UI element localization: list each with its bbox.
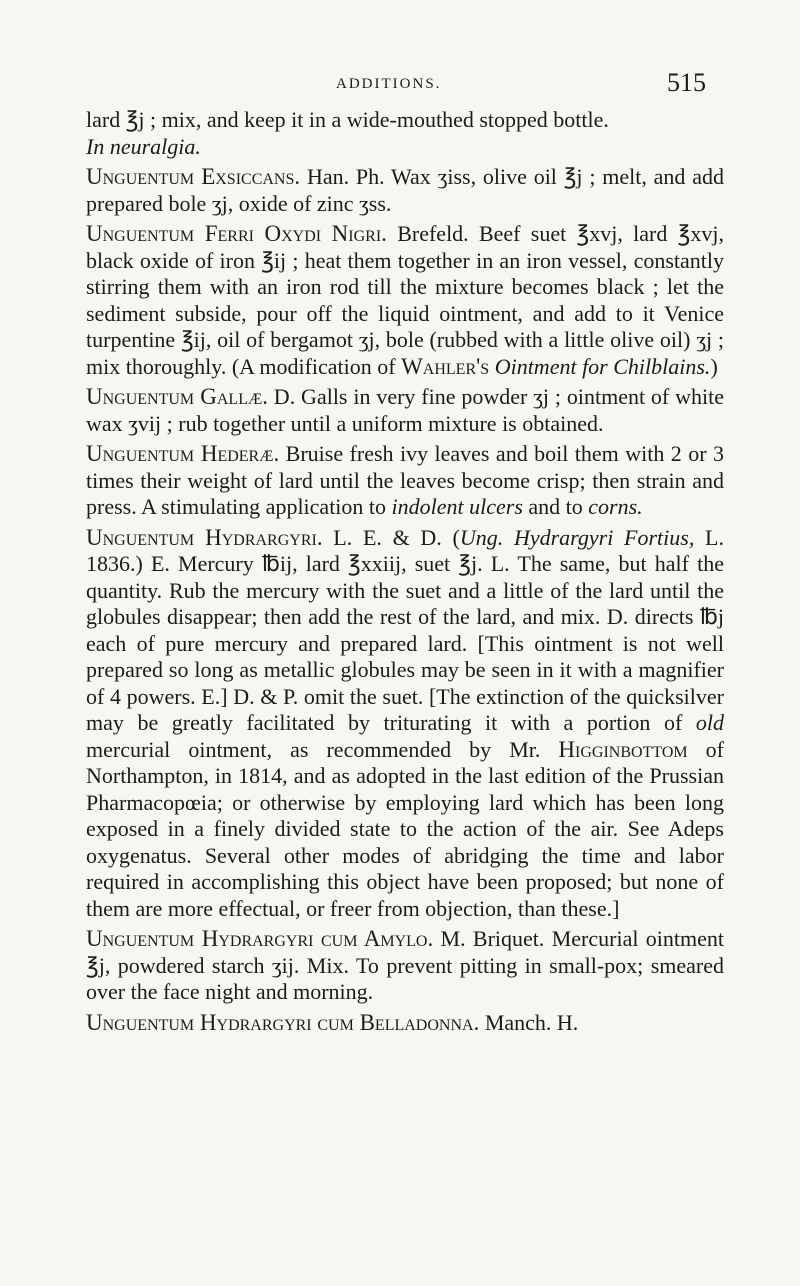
continuation-text: lard ℥j ; mix, and keep it in a wide-mouthed stopped bottle. bbox=[86, 107, 609, 132]
continuation-paragraph bbox=[86, 107, 724, 160]
entry-heading: Unguentum Hydrargyri cum Belladonna. bbox=[86, 1009, 480, 1035]
entry-italic: indolent ulcers bbox=[391, 494, 523, 519]
entry-heading: Unguentum Ferri Oxydi Nigri. bbox=[86, 221, 387, 246]
entry-heading: Unguentum Hederæ. bbox=[86, 441, 280, 466]
entry-heading: Unguentum Hydrargyri. bbox=[86, 524, 323, 550]
author-name: Higginbottom bbox=[558, 736, 688, 762]
entry-unguentum-hederae bbox=[86, 441, 724, 521]
entry-heading: Unguentum Gallæ. bbox=[86, 384, 268, 409]
entry-italic: old bbox=[695, 710, 724, 735]
entry-unguentum-ferri-oxydi-nigri bbox=[86, 221, 724, 380]
page-header bbox=[0, 68, 800, 108]
entry-body: D. Galls in very fine powder ʒj ; ointment of white wax ʒvij ; rub together until a uniform mixture is obtained. bbox=[86, 384, 724, 436]
entry-body: Han. Ph. Wax ʒiss, olive oil ℥j ; melt, and add prepared bole ʒj, oxide of zinc ʒss. bbox=[86, 164, 724, 216]
entry-italic: Ung. Hydrargyri Fortius, bbox=[459, 524, 695, 550]
entry-unguentum-hydrargyri bbox=[86, 525, 724, 923]
entry-heading: Unguentum Hydrargyri cum Amylo. bbox=[86, 926, 434, 951]
entry-heading: Unguentum Exsiccans. bbox=[86, 164, 301, 189]
entry-body: L. 1836.) E. Mercury ℔ij, lard ℥xxiij, suet ℥j. L. The same, but half the quantity. Rub the mercury with the suet and a little of the lard until the globules disappear; then add the rest of the lard, and mix. D. directs ℔j each of pure mercury and prepared lard. [This ointment is not well prepared so long as metallic globules may be seen in it with a magnifier of 4 powers. E.] D. & P. omit the suet. [The extinction of the quicksilver may be greatly facilitated by triturating it with a portion of bbox=[86, 524, 724, 735]
author-name: Wahler's bbox=[401, 353, 490, 379]
entry-unguentum-exsiccans bbox=[86, 164, 724, 217]
page-number: 515 bbox=[667, 68, 706, 97]
entry-body: and to bbox=[522, 494, 589, 519]
entry-body: Brefeld. Beef suet ℥xvj, lard ℥xvj, black oxide of iron ℥ij ; heat them together in an iron vessel, constantly stirring them with an iron rod till the mixture becomes black ; let the sediment subside, pour off the liquid ointment, and add to it Venice turpentine ℥ij, oil of bergamot ʒj, bole (rubbed with a little olive oil) ʒj ; mix thoroughly. (A modification of bbox=[86, 221, 724, 379]
entry-body: mercurial ointment, as recommended by Mr. bbox=[86, 736, 559, 762]
entry-body: L. E. & D. ( bbox=[322, 524, 460, 550]
entry-body: Manch. H. bbox=[479, 1009, 579, 1035]
entry-italic: Ointment for Chilblains. bbox=[489, 353, 711, 379]
continuation-use: In neuralgia. bbox=[86, 133, 201, 159]
entry-unguentum-gallae bbox=[86, 384, 724, 437]
page-body bbox=[86, 107, 724, 1040]
entry-body: Bruise fresh ivy leaves and boil them with 2 or 3 times their weight of lard until the leaves become crisp; then strain and press. A stimulating application to bbox=[86, 441, 724, 519]
entry-body: M. Briquet. Mercurial ointment ℥j, powdered starch ʒij. Mix. To prevent pitting in small-pox; smeared over the face night and morning. bbox=[86, 926, 724, 1004]
entry-body-end: ) bbox=[710, 353, 718, 379]
entry-body: of Northampton, in 1814, and as adopted in the last edition of the Prussian Pharmacopœia; or otherwise by employing lard which has been long exposed in a finely divided state to the action of the air. See Adeps oxygenatus. Several other modes of abridging the time and labor required in accomplishing this object have been proposed; but none of them are more effectual, or freer from objection, than these.] bbox=[86, 736, 725, 921]
entry-unguentum-hydrargyri-cum-belladonna bbox=[86, 1010, 724, 1037]
entry-italic: corns. bbox=[588, 494, 643, 519]
entry-unguentum-hydrargyri-cum-amylo bbox=[86, 926, 724, 1006]
running-head: ADDITIONS. bbox=[336, 76, 442, 92]
